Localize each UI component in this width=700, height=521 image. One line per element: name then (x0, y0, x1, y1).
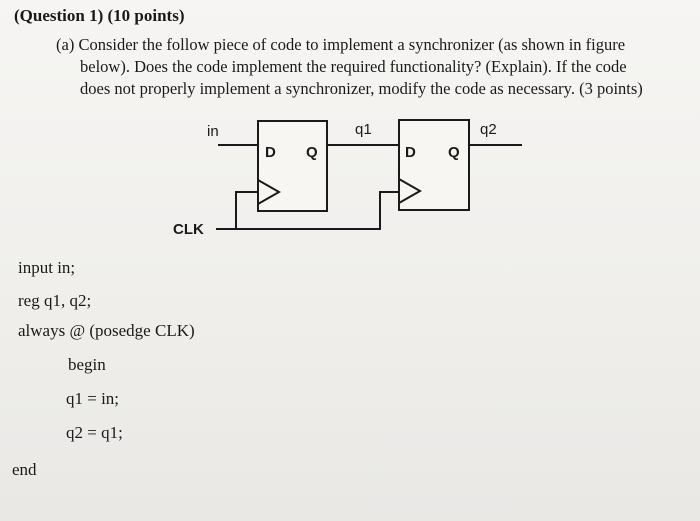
ff1-q-label: Q (306, 144, 318, 161)
ff2-d-label: D (405, 144, 416, 161)
question-title: (Question 1) (10 points) (14, 6, 185, 25)
ff2-q-label: Q (448, 144, 460, 161)
code-line-7: end (12, 460, 37, 479)
code-line-6: q2 = q1; (66, 423, 123, 442)
code-line-4: begin (68, 355, 106, 374)
q2-label: q2 (480, 121, 497, 138)
q1-label: q1 (355, 121, 372, 138)
code-line-1: input in; (18, 258, 76, 277)
input-label: in (207, 123, 219, 140)
code-line-5: q1 = in; (66, 389, 120, 408)
part-a-line-2: below). Does the code implement the required functionality? (Explain). If the code (80, 57, 627, 76)
ff1-d-label: D (265, 144, 276, 161)
part-a-line-1: (a) Consider the follow piece of code to implement a synchronizer (as shown in figure (56, 35, 626, 54)
code-line-3: always @ (posedge CLK) (18, 321, 195, 340)
clock-wire-ff1 (236, 192, 258, 229)
code-line-2: reg q1, q2; (18, 291, 92, 310)
part-a-line-3: does not properly implement a synchronizer, modify the code as necessary. (3 points) (80, 79, 643, 98)
clock-label: CLK (173, 221, 204, 238)
